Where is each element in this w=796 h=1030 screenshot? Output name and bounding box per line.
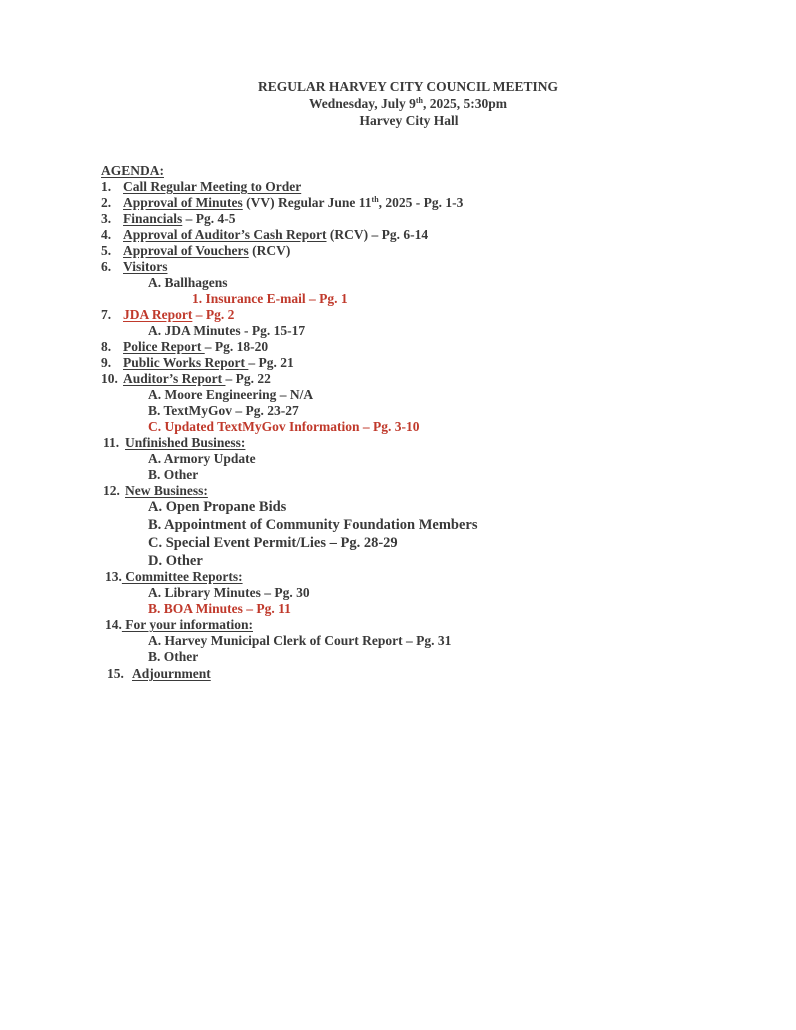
agenda-item-9: 9. Public Works Report – Pg. 21 [101, 355, 294, 370]
meeting-header [0, 78, 796, 129]
agenda-item-7: 7. JDA Report – Pg. 2 [101, 307, 235, 322]
agenda-item-11-sub-b: B. Other [148, 467, 199, 482]
agenda-item-6-sub-a1: 1. Insurance E-mail – Pg. 1 [192, 291, 348, 306]
agenda-item-12-sub-a: A. Open Propane Bids [148, 499, 287, 515]
agenda-item-15: 15. Adjournment [107, 666, 211, 681]
agenda-item-14-sub-b: B. Other [148, 649, 199, 664]
agenda-item-8: 8. Police Report – Pg. 18-20 [101, 339, 269, 354]
agenda-item-12-sub-d: D. Other [148, 553, 203, 569]
agenda-item-13: 13. Committee Reports: [105, 569, 243, 584]
agenda-item-1: 1. Call Regular Meeting to Order [101, 179, 302, 194]
agenda-item-3: 3. Financials – Pg. 4-5 [101, 211, 236, 226]
agenda-item-13-sub-a: A. Library Minutes – Pg. 30 [148, 585, 310, 600]
agenda-item-14: 14. For your information: [105, 617, 253, 632]
agenda-item-7-sub-a: A. JDA Minutes - Pg. 15-17 [148, 323, 306, 338]
agenda-item-12-sub-c: C. Special Event Permit/Lies – Pg. 28-29 [148, 535, 398, 551]
agenda-item-2: 2. Approval of Minutes (VV) Regular June 11th, 2025 - Pg. 1-3 [101, 195, 464, 210]
agenda-item-4: 4. Approval of Auditor’s Cash Report (RCV) – Pg. 6-14 [101, 227, 429, 242]
agenda-item-10-sub-c: C. Updated TextMyGov Information – Pg. 3-10 [148, 419, 420, 434]
meeting-title: REGULAR HARVEY CITY COUNCIL MEETING [257, 79, 559, 94]
agenda-item-11-sub-a: A. Armory Update [148, 451, 256, 466]
agenda-item-10: 10. Auditor’s Report – Pg. 22 [101, 371, 271, 386]
agenda-heading: AGENDA: [101, 163, 164, 178]
meeting-location: Harvey City Hall [359, 113, 459, 128]
agenda-item-5: 5. Approval of Vouchers (RCV) [101, 243, 291, 258]
agenda-item-6-sub-a: A. Ballhagens [148, 275, 228, 290]
agenda-item-12-sub-b: B. Appointment of Community Foundation Members [148, 517, 478, 533]
agenda-item-13-sub-b: B. BOA Minutes – Pg. 11 [148, 601, 291, 616]
agenda-item-6: 6. Visitors [101, 259, 168, 274]
agenda-item-10-sub-b: B. TextMyGov – Pg. 23-27 [148, 403, 299, 418]
agenda-item-14-sub-a: A. Harvey Municipal Clerk of Court Report – Pg. 31 [148, 633, 452, 648]
agenda-item-12: 12. New Business: [103, 483, 208, 498]
meeting-date: Wednesday, July 9th, 2025, 5:30pm [308, 96, 508, 111]
agenda-item-10-sub-a: A. Moore Engineering – N/A [148, 387, 314, 402]
agenda-item-11: 11. Unfinished Business: [103, 435, 246, 450]
